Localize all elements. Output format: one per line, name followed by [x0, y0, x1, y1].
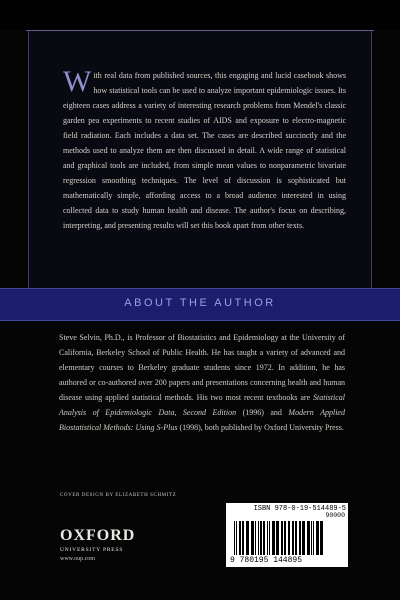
barcode-stripe [316, 521, 319, 555]
author-bio [59, 330, 345, 435]
about-heading: ABOUT THE AUTHOR [124, 297, 276, 309]
cover-credit: COVER DESIGN BY ELIZABETH SCHMITZ [60, 493, 177, 498]
book-title-1: Statistical Analysis of Epidemiologic Data, Second Edition [59, 393, 345, 417]
barcode-stripe [299, 521, 301, 555]
barcode-stripe [234, 521, 235, 555]
barcode-bars [234, 521, 342, 555]
barcode-stripe [263, 521, 265, 555]
publisher-subtitle: UNIVERSITY PRESS [60, 547, 124, 553]
barcode-stripe [251, 521, 254, 555]
isbn-label: ISBN 978-0-19-514489-5 [253, 505, 346, 513]
barcode-stripe [269, 521, 270, 555]
barcode-stripe [295, 521, 297, 555]
book-description [63, 65, 346, 233]
barcode-stripe [313, 521, 314, 555]
barcode-stripe [246, 521, 249, 555]
barcode-stripe [267, 521, 268, 555]
barcode-stripe [272, 521, 275, 555]
description-text: ith real data from published sources, this engaging and lucid casebook shows how statistical tools can be used to analyze important epidemiologic issues. Its eighteen cases address a variety of interesting research problems from Mendel's classic garden pea experiments to recent studies of AIDS and exposure to electro-magnetic field radiation. Each includes a data set. The cases are described succinctly and the methods used to analyze them are then discussed in detail. A wide range of statistical and graphical tools are included, from simple mean values to nonparametric bivariate regression smoothing techniques. The level of discussion is sophisticated but mathematically simple, affording access to a broad audience interested in using collected data to study human health and disease. The author's focus on describing, interpreting, and presenting results will set this book apart from other texts. [63, 71, 346, 230]
barcode-stripe [302, 521, 305, 555]
barcode-stripe [320, 521, 323, 555]
book-title-2: Modern Applied Biostatistical Methods: Using S-Plus [59, 408, 345, 432]
drop-cap: W [63, 65, 92, 98]
publisher-url: www.oup.com [60, 556, 95, 562]
price-addon: 90000 [325, 512, 345, 519]
barcode-box [226, 503, 348, 567]
publisher-logo: OXFORD [60, 527, 136, 544]
barcode-stripe [288, 521, 290, 555]
barcode-number: 9 780195 144895 [230, 556, 303, 565]
barcode-stripe [236, 521, 237, 555]
bio-text-2: (1996) and [236, 408, 289, 417]
bio-text-1: Steve Selvin, Ph.D., is Professor of Biostatistics and Epidemiology at the University of California, Berkeley School of Public Health. He has taught a variety of advanced and elementary courses to Berkeley graduate students since 1972. In addition, he has authored or co-authored over 200 papers and presentations concerning health and human disease using applied statistical methods. His two most recent textbooks are [59, 333, 345, 402]
barcode-stripe [307, 521, 310, 555]
top-band [0, 0, 400, 30]
barcode-stripe [292, 521, 294, 555]
bio-text-3: (1998), both published by Oxford University Press. [177, 423, 344, 432]
barcode-stripe [311, 521, 312, 555]
barcode-stripe [281, 521, 283, 555]
barcode-stripe [242, 521, 244, 555]
barcode-stripe [284, 521, 286, 555]
barcode-stripe [258, 521, 259, 555]
barcode-stripe [276, 521, 279, 555]
barcode-stripe [260, 521, 262, 555]
barcode-stripe [255, 521, 256, 555]
barcode-stripe [239, 521, 241, 555]
